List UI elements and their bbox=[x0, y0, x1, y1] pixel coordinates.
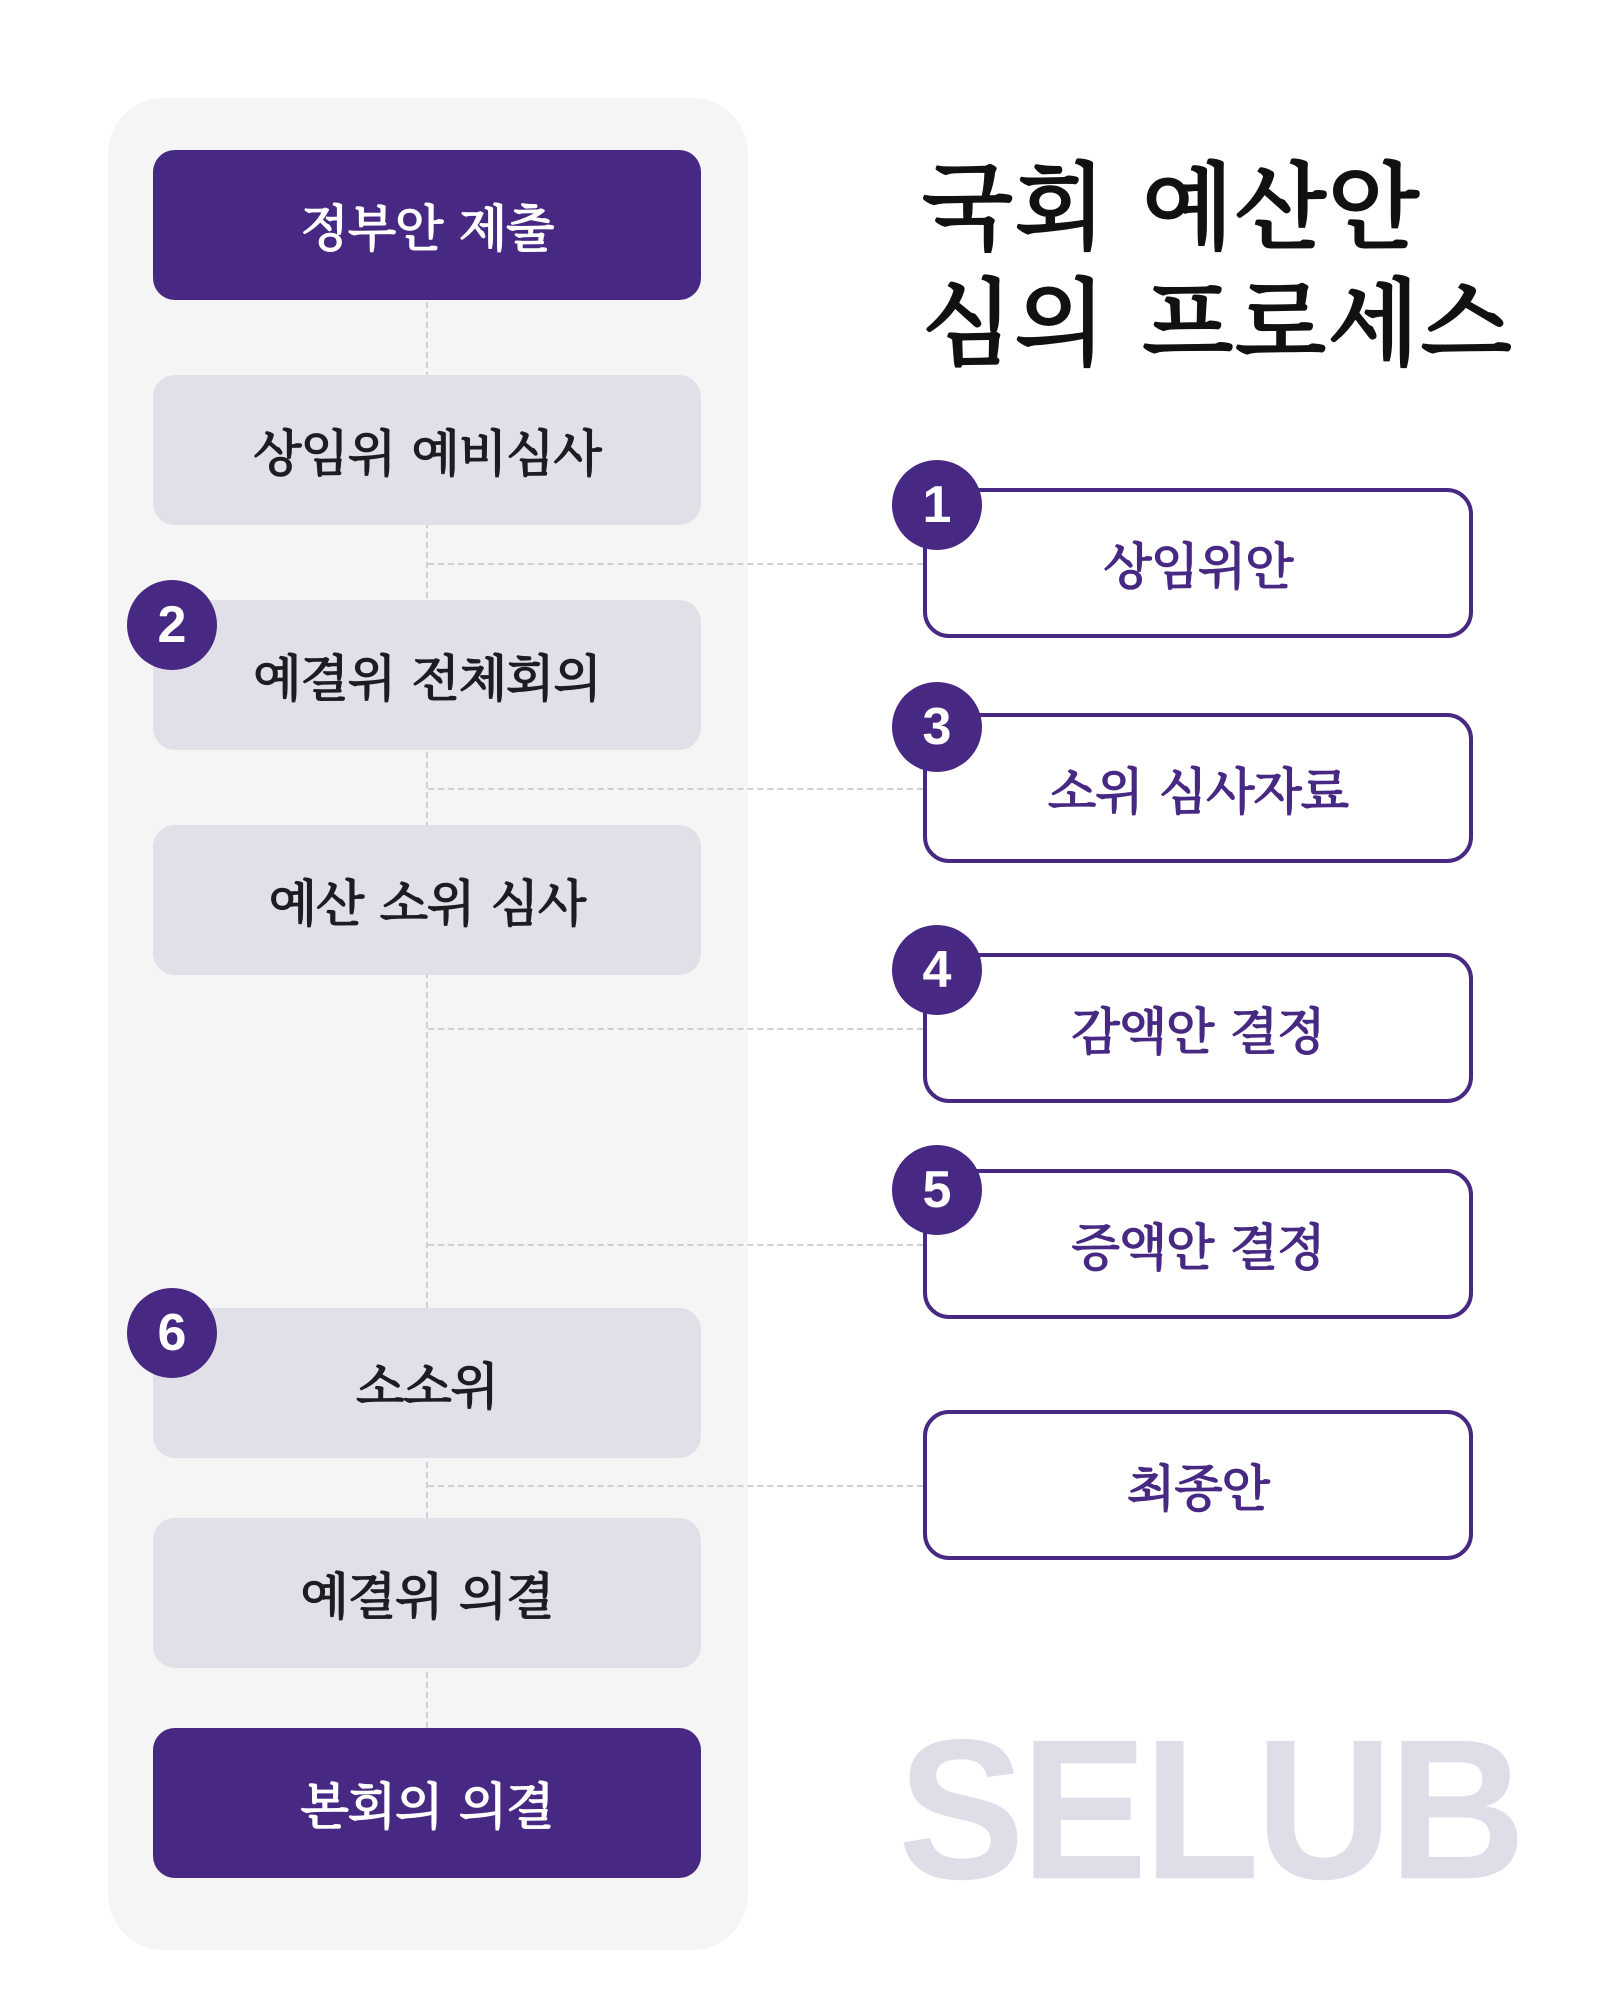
page-title bbox=[922, 150, 1542, 382]
step-budget-committee-resolution: 예결위 의결 bbox=[153, 1518, 701, 1668]
output-badge-1: 1 bbox=[892, 460, 982, 550]
output-badge-3: 3 bbox=[892, 682, 982, 772]
output-final-plan: 최종안 bbox=[923, 1410, 1473, 1560]
output-badge-4: 4 bbox=[892, 925, 982, 1015]
title-line-2: 심의 프로세스 bbox=[922, 269, 1514, 379]
step-budget-committee-plenary: 예결위 전체회의 bbox=[153, 600, 701, 750]
connector-to-output-5 bbox=[428, 1244, 923, 1246]
brand-logo: SELUB bbox=[898, 1698, 1522, 1922]
connector-to-output-4 bbox=[428, 1028, 923, 1030]
step-plenary-resolution: 본회의 의결 bbox=[153, 1728, 701, 1878]
step-badge-2: 2 bbox=[127, 580, 217, 670]
step-standing-committee-review: 상임위 예비심사 bbox=[153, 375, 701, 525]
step-government-submission: 정부안 제출 bbox=[153, 150, 701, 300]
output-standing-committee-plan: 상임위안 bbox=[923, 488, 1473, 638]
output-subcommittee-materials: 소위 심사자료 bbox=[923, 713, 1473, 863]
title-line-1: 국회 예산안 bbox=[922, 153, 1421, 263]
output-increase-decision: 증액안 결정 bbox=[923, 1169, 1473, 1319]
connector-to-output-1 bbox=[428, 563, 923, 565]
output-badge-5: 5 bbox=[892, 1145, 982, 1235]
step-sub-subcommittee: 소소위 bbox=[153, 1308, 701, 1458]
connector-to-output-final bbox=[428, 1485, 923, 1487]
step-budget-subcommittee-review: 예산 소위 심사 bbox=[153, 825, 701, 975]
output-reduction-decision: 감액안 결정 bbox=[923, 953, 1473, 1103]
step-badge-6: 6 bbox=[127, 1288, 217, 1378]
connector-to-output-3 bbox=[428, 788, 923, 790]
